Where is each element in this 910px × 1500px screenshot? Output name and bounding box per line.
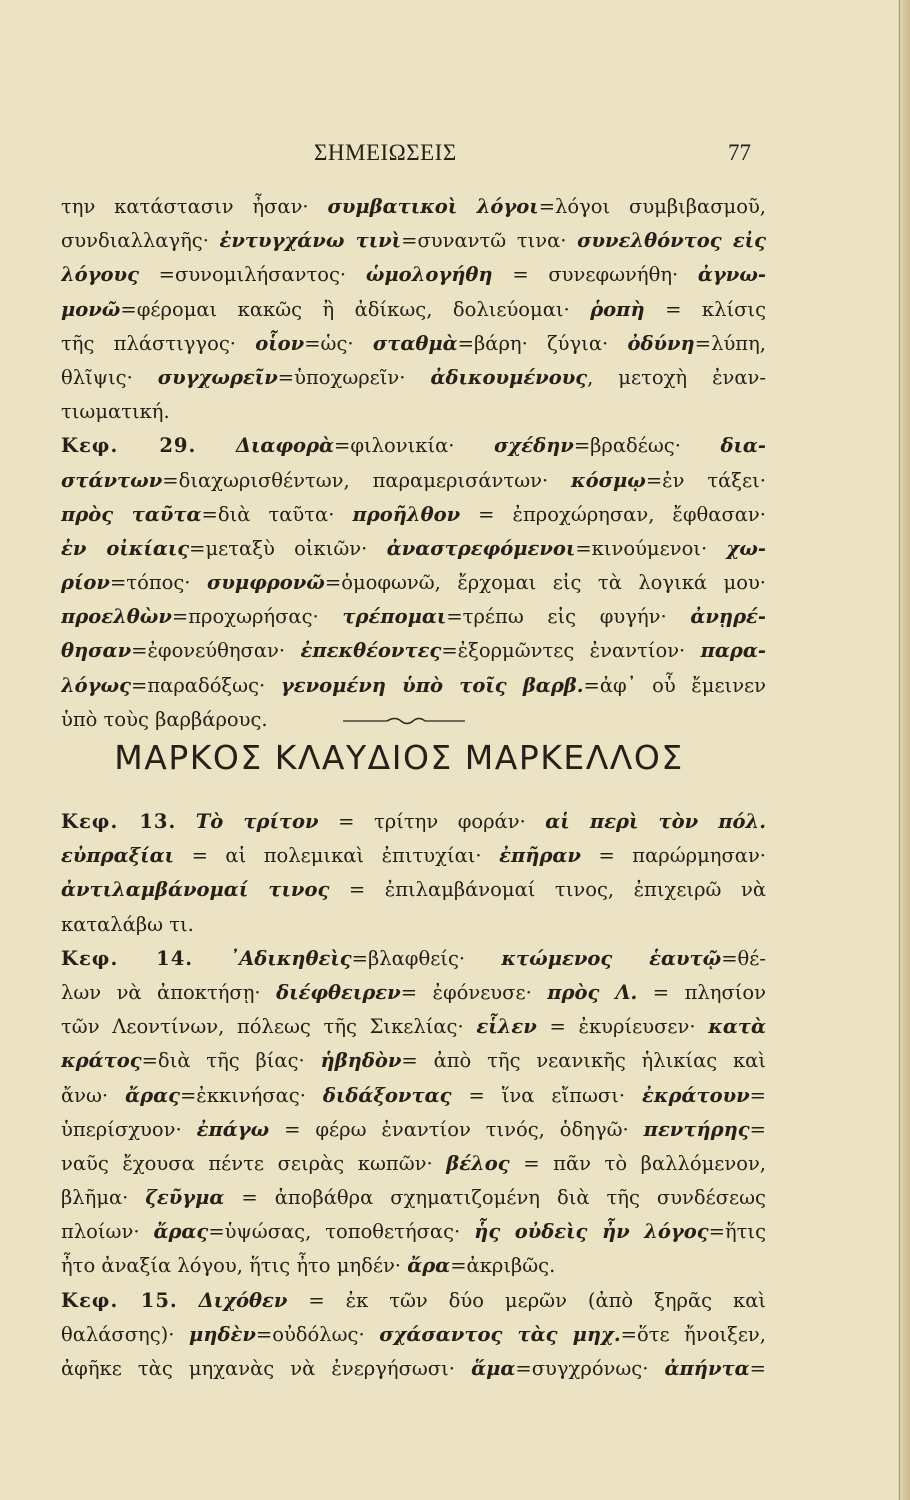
text-line: [61, 839, 766, 873]
text-line: [61, 1352, 766, 1386]
plain-text: =ἀφ᾽ οὗ ἔμεινεν: [583, 673, 766, 697]
plain-text: τῶν Λεοντίνων, πόλεως τῆς Σικελίας·: [61, 1015, 477, 1039]
lemma-term: βέλος: [446, 1151, 510, 1175]
lemma-term: θησαν: [61, 639, 132, 663]
text-line: [61, 1284, 766, 1318]
plain-text: [178, 1289, 199, 1312]
plain-text: =ὡς·: [304, 331, 373, 355]
plain-text: = συνεφωνήθη·: [492, 263, 698, 287]
chapter-ref: Κεφ. 29.: [61, 434, 197, 458]
lemma-term: ἄρας: [153, 1220, 209, 1244]
plain-text: =λύπη,: [694, 331, 766, 355]
text-line: [61, 395, 766, 429]
text-line: [61, 600, 766, 634]
text-line: [61, 908, 766, 942]
text-line: [61, 805, 766, 839]
plain-text: =βραδέως·: [573, 434, 721, 458]
plain-text: [196, 434, 236, 457]
plain-text: = ἐφόνευσε·: [400, 980, 548, 1004]
plain-text: ὑπὸ τοὺς βαρβάρους.: [61, 707, 268, 731]
plain-text: =ὑψώσας, τοποθετήσας·: [208, 1220, 475, 1244]
lemma-term: ἐν οἰκίαις: [61, 536, 190, 560]
lemma-term: ἐκράτουν: [642, 1083, 750, 1107]
text-line: [61, 669, 766, 703]
plain-text: ἦτο ἀναξία λόγου, ἥτις ἦτο μηδέν·: [61, 1254, 408, 1278]
text-line: [61, 258, 766, 292]
lemma-term: ἄρας: [125, 1083, 180, 1107]
plain-text: την κατάστασιν ἦσαν·: [61, 195, 328, 218]
lemma-term: ῥοπὴ: [590, 297, 645, 321]
plain-text: =ἐκκινήσας·: [179, 1083, 323, 1107]
lemma-term: συμβατικοὶ λόγοι: [327, 195, 539, 218]
text-line: [61, 1113, 766, 1147]
text-line: [61, 566, 766, 600]
lemma-term: ρίον: [61, 571, 110, 595]
lemma-term: σχάσαντος τὰς μηχ.: [379, 1322, 621, 1346]
lemma-term: ἀνῃρέ-: [690, 605, 766, 629]
text-line: [61, 224, 766, 258]
lemma-term: πρὸς ταῦτα: [61, 502, 202, 526]
plain-text: =προχωρήσας·: [171, 605, 343, 629]
lemma-term: διδάξοντας: [322, 1083, 452, 1107]
lemma-term: ἐπῆραν: [499, 844, 581, 868]
lemma-term: μηδὲν: [189, 1322, 256, 1346]
lemma-term: ἄρα: [407, 1254, 451, 1278]
plain-text: =φιλονικία·: [334, 434, 495, 458]
running-head: ΣΗΜΕΙΩΣΕΙΣ: [314, 140, 457, 165]
text-line: [61, 1079, 766, 1113]
plain-text: [176, 810, 196, 833]
lemma-term: παρα-: [700, 639, 766, 663]
lemma-term: Διχόθεν: [198, 1288, 288, 1312]
chapter-ref: Κεφ. 15.: [61, 1288, 178, 1312]
lemma-term: ἀντιλαμβάνομαί τινος: [61, 878, 330, 902]
lemma-term: διέφθειρεν: [276, 980, 401, 1004]
lemma-term: ἐπεκθέοντες: [300, 639, 442, 663]
lemma-term: πρὸς Λ.: [547, 980, 638, 1004]
lemma-term: τρέπομαι: [342, 605, 447, 629]
lemma-term: γενομένη ὑπὸ τοῖς βαρβ.: [280, 673, 584, 697]
text-line: [61, 634, 766, 668]
plain-text: βλῆμα·: [61, 1186, 146, 1210]
plain-text: = ἐκ τῶν δύο μερῶν (ἀπὸ ξηρᾶς καὶ: [287, 1288, 766, 1312]
plain-text: λων νὰ ἀποκτήσῃ·: [61, 980, 277, 1004]
text-line: [61, 361, 766, 395]
lemma-term: αἱ περὶ τὸν πόλ.: [545, 810, 766, 833]
plain-text: = ἐπροχώρησαν, ἔφθασαν·: [460, 502, 766, 526]
lemma-term: εἷλεν: [476, 1015, 537, 1039]
plain-text: = φέρω ἐναντίον τινός, ὁδηγῶ·: [269, 1117, 644, 1141]
text-line: [61, 464, 766, 498]
plain-text: =οὐδόλως·: [255, 1322, 380, 1346]
text-line: [61, 873, 766, 907]
plain-text: =συγχρόνως·: [515, 1357, 665, 1380]
plain-text: = ἵνα εἴπωσι·: [451, 1083, 643, 1107]
plain-text: [193, 947, 229, 970]
plain-text: τιωματική.: [61, 400, 170, 424]
lemma-term: ὀδύνη: [627, 331, 695, 355]
lemma-term: ἧς οὐδεὶς ἦν λόγος: [474, 1220, 709, 1244]
lemma-term: κτώμενος ἑαυτῷ: [501, 946, 722, 970]
plain-text: ἀφῆκε τὰς μηχανὰς νὰ ἐνεργήσωσι·: [61, 1357, 472, 1380]
plain-text: =ἐξορμῶντες ἐναντίον·: [441, 639, 701, 663]
lemma-term: οἷον: [255, 331, 305, 355]
plain-text: =διὰ ταῦτα·: [201, 502, 353, 526]
lemma-term: σταθμὰ: [372, 331, 458, 355]
plain-text: =: [749, 1357, 766, 1380]
lemma-term: σχέδην: [494, 434, 574, 458]
lemma-term: ὡμολογήθη: [365, 263, 493, 287]
page-fold-line: [899, 0, 900, 1500]
text-line: [61, 1010, 766, 1044]
text-line: [61, 532, 766, 566]
lemma-term: στάντων: [61, 468, 163, 492]
text-line: [61, 190, 766, 224]
lemma-term: λόγως: [61, 673, 131, 697]
lemma-term: Διαφορὰ: [235, 434, 335, 458]
text-line: [61, 942, 766, 976]
lemma-term: δια-: [720, 434, 766, 458]
plain-text: =βλαφθείς·: [351, 946, 502, 970]
plain-text: =συναντῶ τινα·: [401, 229, 578, 253]
lemma-term: κόσμῳ: [571, 468, 646, 492]
plain-text: =ἀκριβῶς.: [450, 1254, 556, 1278]
chapter-ref: Κεφ. 13.: [61, 810, 177, 833]
plain-text: =ὅτε ἤνοιξεν,: [620, 1322, 766, 1346]
plain-text: θλῖψις·: [61, 365, 158, 389]
plain-text: =: [749, 1083, 766, 1107]
lemma-term: συγχωρεῖν: [157, 365, 278, 389]
plain-text: =θέ-: [721, 946, 766, 970]
lemma-term: συνελθόντος εἰς: [577, 229, 766, 253]
plain-text: = αἱ πολεμικαὶ ἐπιτυχίαι·: [174, 844, 500, 868]
lemma-term: ἐπάγω: [196, 1117, 270, 1141]
lemma-term: προελθὼν: [61, 605, 172, 629]
plain-text: = πᾶν τὸ βαλλόμενον,: [509, 1151, 766, 1175]
lemma-term: εὐπραξίαι: [61, 844, 175, 868]
plain-text: =τόπος·: [109, 571, 207, 595]
plain-text: = παρώρμησαν·: [580, 844, 766, 868]
text-line: [61, 976, 766, 1010]
plain-text: =βάρη· ζύγια·: [457, 331, 628, 355]
plain-text: =παραδόξως·: [131, 673, 281, 697]
plain-text: =λόγοι συμβιβασμοῦ,: [538, 195, 766, 218]
text-line: [61, 1215, 766, 1249]
lemma-term: ἀγνω-: [697, 263, 766, 287]
plain-text: = τρίτην φοράν·: [318, 810, 546, 833]
plain-text: ναῦς ἔχουσα πέντε σειρὰς κωπῶν·: [61, 1151, 447, 1175]
lemma-term: ζεῦγμα: [145, 1186, 225, 1210]
section-title: ΜΑΡΚΟΣ ΚΛΑΥΔΙΟΣ ΜΑΡΚΕΛΛΟΣ: [114, 738, 684, 777]
lemma-term: μονῶ: [61, 297, 121, 321]
notes-section-2: [61, 805, 766, 1386]
lemma-term: κράτος: [61, 1049, 142, 1073]
plain-text: πλοίων·: [61, 1220, 154, 1244]
plain-text: = ἐπιλαμβάνομαί τινος, ἐπιχειρῶ νὰ: [329, 878, 766, 902]
text-line: [61, 293, 766, 327]
lemma-term: ἀναστρεφόμενοι: [386, 536, 576, 560]
plain-text: =: [749, 1117, 766, 1141]
text-line: [61, 429, 766, 463]
lemma-term: λόγους: [61, 263, 139, 287]
lemma-term: συμφρονῶ: [206, 571, 325, 595]
plain-text: = πλησίον: [637, 980, 766, 1004]
plain-text: =μεταξὺ οἰκιῶν·: [189, 536, 387, 560]
plain-text: =διὰ τῆς βίας·: [141, 1049, 321, 1073]
plain-text: = ἐκυρίευσεν·: [536, 1015, 709, 1039]
lemma-term: ἀδικουμένους: [430, 365, 588, 389]
chapter-ref: Κεφ. 14.: [61, 946, 194, 970]
plain-text: =ἐφονεύθησαν·: [131, 639, 301, 663]
plain-text: συνδιαλλαγῆς·: [61, 229, 220, 253]
plain-text: =φέρομαι κακῶς ἢ ἀδίκως, δολιεύομαι·: [120, 297, 591, 321]
plain-text: =τρέπω εἰς φυγήν·: [446, 605, 691, 629]
plain-text: τῆς πλάστιγγος·: [61, 331, 256, 355]
text-line: [61, 498, 766, 532]
page-number: 77: [728, 140, 751, 165]
lemma-term: ἡβηδὸν: [320, 1049, 402, 1073]
lemma-term: ᾿Αδικηθεὶς: [229, 946, 352, 970]
plain-text: = κλίσις: [644, 297, 766, 321]
lemma-term: Τὸ τρίτον: [195, 810, 319, 833]
text-line: [61, 1249, 766, 1283]
page-header: [0, 140, 910, 174]
lemma-term: χω-: [726, 536, 766, 560]
lemma-term: ἀπήντα: [664, 1357, 750, 1380]
plain-text: θαλάσσης)·: [61, 1322, 190, 1346]
notes-section-1: [61, 190, 766, 737]
text-line: [61, 1318, 766, 1352]
lemma-term: ἐντυγχάνω τινὶ: [219, 229, 402, 253]
lemma-term: πεντήρης: [643, 1117, 750, 1141]
plain-text: =ὁμοφωνῶ, ἔρχομαι εἰς τὰ λογικά μου·: [324, 571, 766, 595]
text-line: [61, 1044, 766, 1078]
plain-text: , μετοχὴ ἐναν-: [587, 365, 766, 389]
section-divider-ornament: [343, 716, 465, 726]
plain-text: =ὑποχωρεῖν·: [277, 365, 431, 389]
plain-text: =συνομιλήσαντος·: [138, 263, 366, 287]
lemma-term: προῆλθον: [352, 502, 461, 526]
lemma-term: ἅμα: [471, 1357, 516, 1380]
plain-text: =ἥτις: [708, 1220, 766, 1244]
text-line: [61, 327, 766, 361]
plain-text: =κινούμενοι·: [575, 536, 727, 560]
plain-text: = ἀποβάθρα σχηματιζομένη διὰ τῆς συνδέσεως: [224, 1186, 766, 1210]
plain-text: ὑπερίσχυον·: [61, 1117, 197, 1141]
plain-text: ἄνω·: [61, 1083, 126, 1107]
plain-text: = ἀπὸ τῆς νεανικῆς ἡλικίας καὶ: [401, 1049, 766, 1073]
text-line: [61, 1147, 766, 1181]
text-line: [61, 1181, 766, 1215]
plain-text: =ἐν τάξει·: [645, 468, 766, 492]
plain-text: =διαχωρισθέντων, παραμερισάντων·: [162, 468, 571, 492]
plain-text: καταλάβω τι.: [61, 912, 194, 936]
lemma-term: κατὰ: [708, 1015, 766, 1039]
